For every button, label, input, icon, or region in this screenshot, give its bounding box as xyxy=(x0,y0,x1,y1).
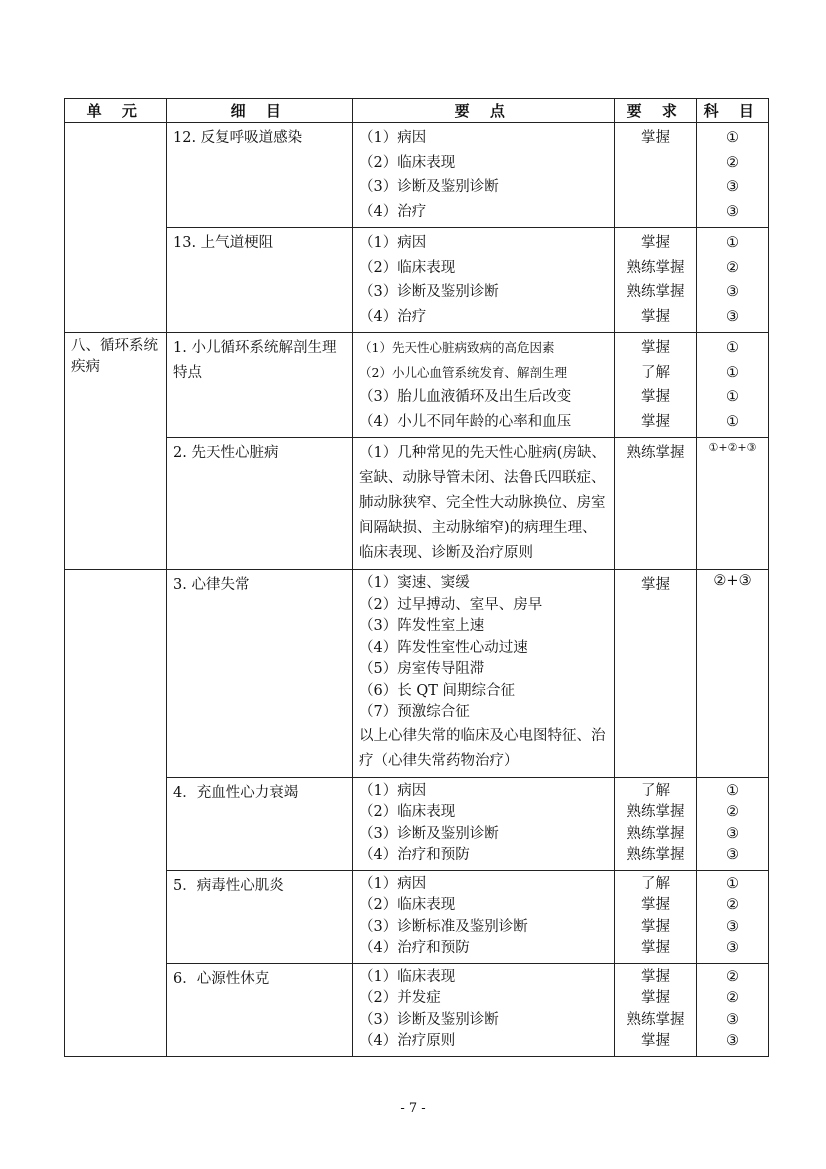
subject-item: ① xyxy=(726,389,739,405)
table-row xyxy=(65,228,769,333)
require-item: 掌握 xyxy=(641,235,670,251)
require-item: 掌握 xyxy=(641,897,670,913)
header-require: 要 求 xyxy=(615,99,697,123)
detail-cell: 4．充血性心力衰竭 xyxy=(167,777,353,870)
subject-cell xyxy=(697,777,769,870)
point-item: （3）胎儿血液循环及出生后改变 xyxy=(359,389,572,405)
point-item: （4）治疗和预防 xyxy=(359,847,470,863)
require-item: 熟练掌握 xyxy=(626,825,685,842)
point-item: （4）治疗和预防 xyxy=(359,940,470,956)
require-cell: 掌握 xyxy=(615,570,697,778)
require-cell xyxy=(615,963,697,1056)
points-cell xyxy=(353,123,615,228)
point-item: （2）临床表现 xyxy=(359,154,456,171)
require-item: 了解 xyxy=(641,875,670,892)
point-item: （3）阵发性室上速 xyxy=(359,618,485,634)
syllabus-table xyxy=(64,98,769,1057)
points-cell xyxy=(353,870,615,963)
subject-item: ③ xyxy=(726,308,739,325)
subject-cell xyxy=(697,870,769,963)
require-cell: 熟练掌握 xyxy=(615,438,697,570)
table-header-row xyxy=(65,99,769,123)
point-item: （2）过早搏动、室早、房早 xyxy=(359,596,543,613)
require-cell xyxy=(615,870,697,963)
point-item: （4）阵发性室性心动过速 xyxy=(359,639,528,656)
require-item: 熟练掌握 xyxy=(626,259,685,276)
detail-cell: 3. 心律失常 xyxy=(167,570,353,778)
require-item: 掌握 xyxy=(641,340,670,356)
subject-item: ① xyxy=(726,340,739,356)
subject-item: ③ xyxy=(726,1011,739,1028)
subject-item: ③ xyxy=(726,203,739,220)
require-item: 掌握 xyxy=(641,413,670,430)
point-item: （1）病因 xyxy=(359,782,427,799)
unit-cell-blank xyxy=(65,123,167,333)
point-item: （3）诊断及鉴别诊断 xyxy=(359,1011,499,1028)
point-item: （1）病因 xyxy=(359,235,427,251)
require-item: 掌握 xyxy=(641,968,670,985)
points-cell xyxy=(353,570,615,778)
point-item: （5）房室传导阻滞 xyxy=(359,661,485,677)
require-item: 掌握 xyxy=(641,389,670,405)
subject-item: ① xyxy=(726,130,739,146)
subject-item: ② xyxy=(726,804,739,820)
page-number: - 7 - xyxy=(400,1101,426,1116)
table-row xyxy=(65,870,769,963)
point-item: （4）治疗 xyxy=(359,308,427,325)
subject-item: ③ xyxy=(726,940,739,956)
point-item: （1）临床表现 xyxy=(359,968,456,985)
require-cell xyxy=(615,228,697,333)
require-item: 熟练掌握 xyxy=(626,847,685,863)
detail-cell: 12. 反复呼吸道感染 xyxy=(167,123,353,228)
point-item: （2）临床表现 xyxy=(359,804,456,820)
require-item: 掌握 xyxy=(641,940,670,956)
point-item: （1）先天性心脏病致病的高危因素 xyxy=(359,340,555,355)
subject-item: ② xyxy=(726,968,739,985)
subject-item: ③ xyxy=(726,1033,739,1049)
require-item: 熟练掌握 xyxy=(626,804,685,820)
points-cell xyxy=(353,963,615,1056)
point-item: （6）长 QT 间期综合征 xyxy=(359,682,516,699)
subject-item: ① xyxy=(726,875,739,892)
table-row xyxy=(65,123,769,228)
require-cell xyxy=(615,777,697,870)
subject-item: ② xyxy=(726,259,739,276)
require-item: 掌握 xyxy=(641,308,670,325)
subject-item: ① xyxy=(726,782,739,799)
unit-cell-blank xyxy=(65,570,167,1057)
require-cell xyxy=(615,333,697,438)
subject-cell: ②+③ xyxy=(697,570,769,778)
point-item: （2）临床表现 xyxy=(359,897,456,913)
table-row xyxy=(65,570,769,778)
require-item: 了解 xyxy=(641,364,670,381)
detail-cell: 2. 先天性心脏病 xyxy=(167,438,353,570)
require-item: 熟练掌握 xyxy=(626,1011,685,1028)
subject-item: ② xyxy=(726,990,739,1006)
point-item: （3）诊断及鉴别诊断 xyxy=(359,179,499,195)
header-subject: 科 目 xyxy=(697,99,769,123)
point-item: （3）诊断及鉴别诊断 xyxy=(359,825,499,842)
header-unit: 单 元 xyxy=(65,99,167,123)
table-row xyxy=(65,777,769,870)
subject-item: ① xyxy=(726,364,739,381)
point-item: （2）并发症 xyxy=(359,990,441,1006)
subject-cell xyxy=(697,228,769,333)
detail-cell: 1. 小儿循环系统解剖生理特点 xyxy=(167,333,353,438)
point-item: （1）病因 xyxy=(359,875,427,892)
point-item: （3）诊断及鉴别诊断 xyxy=(359,284,499,300)
unit-cell: 八、循环系统疾病 xyxy=(65,333,167,570)
detail-cell: 13. 上气道梗阻 xyxy=(167,228,353,333)
point-item: （1）窦速、窦缓 xyxy=(359,575,470,591)
points-note: 以上心律失常的临床及心电图特征、治疗（心律失常药物治疗） xyxy=(359,727,606,769)
points-cell xyxy=(353,228,615,333)
subject-item: ③ xyxy=(726,284,739,300)
subject-item: ③ xyxy=(726,825,739,842)
detail-cell: 6．心源性休克 xyxy=(167,963,353,1056)
subject-item: ③ xyxy=(726,918,739,935)
table-row xyxy=(65,963,769,1056)
subject-item: ③ xyxy=(726,179,739,195)
require-item: 了解 xyxy=(641,782,670,799)
points-cell xyxy=(353,777,615,870)
point-item: （2）小儿心血管系统发育、解剖生理 xyxy=(359,364,567,380)
header-detail: 细 目 xyxy=(167,99,353,123)
subject-item: ① xyxy=(726,235,739,251)
point-item: （4）小儿不同年龄的心率和血压 xyxy=(359,413,572,430)
subject-item: ② xyxy=(726,154,739,171)
point-item: （3）诊断标准及鉴别诊断 xyxy=(359,918,528,935)
point-item: （7）预激综合征 xyxy=(359,704,470,720)
require-item: 掌握 xyxy=(641,1033,670,1049)
point-item: （1）病因 xyxy=(359,130,427,146)
subject-cell xyxy=(697,333,769,438)
subject-cell: ①+②+③ xyxy=(697,438,769,570)
point-item: （4）治疗原则 xyxy=(359,1033,456,1049)
require-item: 掌握 xyxy=(641,990,670,1006)
point-item: （4）治疗 xyxy=(359,203,427,220)
subject-cell xyxy=(697,123,769,228)
require-cell: 掌握 xyxy=(615,123,697,228)
subject-item: ① xyxy=(726,413,739,430)
points-cell xyxy=(353,333,615,438)
require-item: 掌握 xyxy=(641,918,670,935)
subject-cell xyxy=(697,963,769,1056)
detail-cell: 5．病毒性心肌炎 xyxy=(167,870,353,963)
points-cell: （1）几种常见的先天性心脏病(房缺、室缺、动脉导管未闭、法鲁氏四联症、肺动脉狭窄、完全性大动脉换位、房室间隔缺损、主动脉缩窄)的病理生理、临床表现、诊断及治疗原则 xyxy=(353,438,615,570)
subject-item: ② xyxy=(726,897,739,913)
header-points: 要 点 xyxy=(353,99,615,123)
subject-item: ③ xyxy=(726,847,739,863)
require-item: 熟练掌握 xyxy=(626,284,685,300)
table-row xyxy=(65,438,769,570)
table-row xyxy=(65,333,769,438)
point-item: （2）临床表现 xyxy=(359,259,456,276)
